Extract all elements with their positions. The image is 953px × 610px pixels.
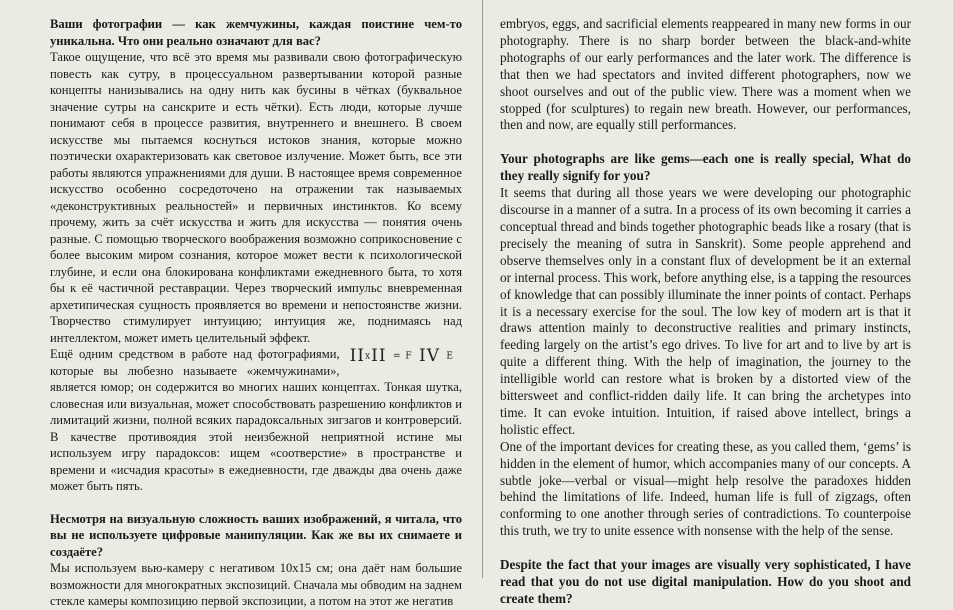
question-digital-en: Despite the fact that your images are visually very sophisticated, I have read that you do not use digital manipulation. How do you shoot and create them? [500, 557, 911, 606]
question-digital-ru: Несмотря на визуальную сложность ваших изображений, я читала, что вы не используете цифровые манипуляции. Как же вы их снимаете и создаёте? [50, 511, 462, 559]
question-gems-en: Your photographs are like gems—each one is really special, What do they really signify for you? [500, 151, 911, 184]
answer-gems-en-paragraph-2: One of the important devices for creating these, as you called them, ‘gems’ is hidden in the element of humor, which accompanies many of our concepts. A subtle joke—verbal or visual—might help resolve the paradoxes hidden behind the limitations of life. Indeed, human life is full of zigzags, often conforming to one another through series of contradictions. To counterpoise this truth, we try to unite essence with nonsense with the help of the sense. [500, 438, 911, 539]
answer-gems-en-paragraph-1: It seems that during all those years we were developing our photographic discourse in a manner of a sutra. In a process of its own becoming it carries a conceptual thread and binds together photographic beads like a rosary (that is precisely the meaning of sutra in Sanskrit). Some people apprehend and observe themselves only in a constant flux of development be it an external or internal process. This work, before anything else, is a tapping the resources of knowledge that can possibly illuminate the inner points of contact. Perhaps it is a necessary exercise for the soul. The low key of modern art is that it draws attention mainly to deconstructive realities and primary instincts, feeding largely on the artist’s ego drives. To live for art and to live by art is quite a different thing. With the help of imagination, the journey to the intelligible world can restore what is broken by a distorted view of the bittersweet and conflict-ridden daily life. It can bring the archetypes into time. It can evoke intuition. Intuition, if raised above intellect, brings a holistic effect. [500, 185, 912, 437]
roman-numeral-formula: IIxII = F IV E [349, 346, 454, 366]
column-divider [482, 0, 483, 578]
continued-paragraph-en: embryos, eggs, and sacrificial elements reappeared in many new forms in our photography. There is no sharp border between the black-and-white photographs of our early performances and the later work. The difference is that then we had spectators and invited different photographers, now we shoot ourselves and out of the public view. There was a moment when we stopped (for sculptures) to regain new breath. However, our performances, then and now, are equally still performances. [500, 16, 911, 133]
answer-gems-ru-paragraph-2: IIxII = F IV E Ещё одним средством в работе над фотографиями, которые вы любезно называете «жемчужинами», является юмор; он содержится во многих наших концептах. Тонкая шутка, словесная или визуальная, может способствовать разрешению конфликтов и лимитаций жизни, полной всяких парадоксальных зигзагов и контроверсий. В качестве противоядия этой неизбежной неприятной истине мы используем игру парадоксов: ищем «соотверстие» в пространстве и времени и «исчадия красоты» в ежедневности, где дважды два очень даже может быть пять. [50, 346, 462, 493]
answer-gems-ru-paragraph-1: Такое ощущение, что всё это время мы развивали свою фотографическую повесть как сутру, в процессуальном развертывании которой разные концепты нанизывались на одну нить как бусины в чётках (буквальное значение сутры на санскрите и есть чётки). Есть люди, которые лучше понимают себя в процессе развития, внутреннего и внешнего. В своем искусстве мы пытаемся коснуться истоков знания, которые можно поэтически охарактеризовать как световое излучение. Может быть, все эти работы являются упражнениями для души. В настоящее время современное искусство особенно сосредоточено на отражении так называемых «деконструктивных реальностей» и первичных инстинктов. Ко всему прочему, жить за счёт искусства и жить для искусства — понятия очень разные. С помощью творческого воображения возможно соприкосновение с более высоким миром сознания, которое может вести к психологической глубине, и если она блокирована конфликтами ежедневного быта, то хотя бы к её частичной реставрации. Через творческий импульс вневременная архетипическая сущность проявляется во времени и непостоянстве жизни. Творчество стимулирует интуицию; интуиция же, поднимаясь над интеллектом, может иметь целительный эффект. [50, 50, 462, 345]
english-column [500, 16, 911, 608]
russian-column [50, 16, 462, 610]
answer-digital-ru: Мы используем вью-камеру с негативом 10x15 см; она даёт нам большие возможности для многократных экспозиций. Сначала мы обводим на заднем стекле камеры композицию первой экспозиции, а потом на этот же негатив [50, 561, 462, 608]
question-gems-ru: Ваши фотографии — как жемчужины, каждая поистине чем-то уникальна. Что они реально означают для вас? [50, 17, 462, 48]
